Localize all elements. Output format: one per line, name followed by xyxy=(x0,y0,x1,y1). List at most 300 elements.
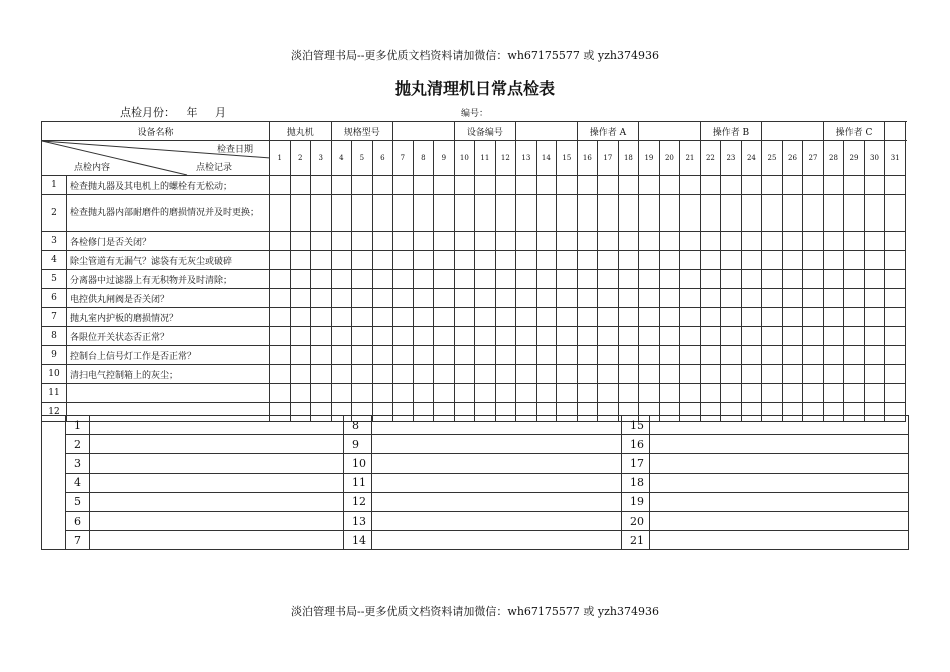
record-cell[interactable] xyxy=(536,195,557,232)
record-cell[interactable] xyxy=(844,232,865,251)
record-cell[interactable] xyxy=(352,251,373,270)
record-cell[interactable] xyxy=(639,270,660,289)
record-cell[interactable] xyxy=(413,195,434,232)
record-cell[interactable] xyxy=(495,289,516,308)
record-cell[interactable] xyxy=(741,176,762,195)
record-cell[interactable] xyxy=(680,384,701,403)
record-cell[interactable] xyxy=(413,270,434,289)
note-field[interactable] xyxy=(650,416,909,435)
record-cell[interactable] xyxy=(844,327,865,346)
record-cell[interactable] xyxy=(762,176,783,195)
record-cell[interactable] xyxy=(885,176,906,195)
record-cell[interactable] xyxy=(393,384,414,403)
record-cell[interactable] xyxy=(393,195,414,232)
record-cell[interactable] xyxy=(577,176,598,195)
record-cell[interactable] xyxy=(536,251,557,270)
record-cell[interactable] xyxy=(352,308,373,327)
record-cell[interactable] xyxy=(495,270,516,289)
record-cell[interactable] xyxy=(762,251,783,270)
record-cell[interactable] xyxy=(352,195,373,232)
record-cell[interactable] xyxy=(639,195,660,232)
record-cell[interactable] xyxy=(475,270,496,289)
record-cell[interactable] xyxy=(721,270,742,289)
device-no-value[interactable] xyxy=(516,122,578,141)
note-field[interactable] xyxy=(90,454,344,473)
record-cell[interactable] xyxy=(721,308,742,327)
record-cell[interactable] xyxy=(557,327,578,346)
record-cell[interactable] xyxy=(823,365,844,384)
record-cell[interactable] xyxy=(413,251,434,270)
record-cell[interactable] xyxy=(393,327,414,346)
record-cell[interactable] xyxy=(413,176,434,195)
record-cell[interactable] xyxy=(516,289,537,308)
record-cell[interactable] xyxy=(823,195,844,232)
record-cell[interactable] xyxy=(680,327,701,346)
record-cell[interactable] xyxy=(803,365,824,384)
record-cell[interactable] xyxy=(864,289,885,308)
record-cell[interactable] xyxy=(413,232,434,251)
record-cell[interactable] xyxy=(311,251,332,270)
record-cell[interactable] xyxy=(557,365,578,384)
record-cell[interactable] xyxy=(803,289,824,308)
record-cell[interactable] xyxy=(782,176,803,195)
record-cell[interactable] xyxy=(864,365,885,384)
record-cell[interactable] xyxy=(659,384,680,403)
record-cell[interactable] xyxy=(618,289,639,308)
record-cell[interactable] xyxy=(700,384,721,403)
record-cell[interactable] xyxy=(475,308,496,327)
record-cell[interactable] xyxy=(393,251,414,270)
record-cell[interactable] xyxy=(598,270,619,289)
record-cell[interactable] xyxy=(782,365,803,384)
record-cell[interactable] xyxy=(495,346,516,365)
record-cell[interactable] xyxy=(352,384,373,403)
record-cell[interactable] xyxy=(844,251,865,270)
record-cell[interactable] xyxy=(741,384,762,403)
record-cell[interactable] xyxy=(659,289,680,308)
record-cell[interactable] xyxy=(762,232,783,251)
record-cell[interactable] xyxy=(598,232,619,251)
record-cell[interactable] xyxy=(495,327,516,346)
record-cell[interactable] xyxy=(803,176,824,195)
record-cell[interactable] xyxy=(803,384,824,403)
record-cell[interactable] xyxy=(618,327,639,346)
record-cell[interactable] xyxy=(557,251,578,270)
record-cell[interactable] xyxy=(577,365,598,384)
record-cell[interactable] xyxy=(700,327,721,346)
record-cell[interactable] xyxy=(311,289,332,308)
record-cell[interactable] xyxy=(495,232,516,251)
record-cell[interactable] xyxy=(577,251,598,270)
record-cell[interactable] xyxy=(762,308,783,327)
record-cell[interactable] xyxy=(372,365,393,384)
record-cell[interactable] xyxy=(434,195,455,232)
record-cell[interactable] xyxy=(618,365,639,384)
note-field[interactable] xyxy=(650,531,909,550)
record-cell[interactable] xyxy=(434,327,455,346)
note-field[interactable] xyxy=(372,454,622,473)
record-cell[interactable] xyxy=(823,232,844,251)
record-cell[interactable] xyxy=(885,308,906,327)
record-cell[interactable] xyxy=(311,346,332,365)
record-cell[interactable] xyxy=(270,176,291,195)
record-cell[interactable] xyxy=(618,270,639,289)
record-cell[interactable] xyxy=(516,270,537,289)
record-cell[interactable] xyxy=(823,327,844,346)
record-cell[interactable] xyxy=(495,365,516,384)
record-cell[interactable] xyxy=(762,384,783,403)
record-cell[interactable] xyxy=(270,270,291,289)
record-cell[interactable] xyxy=(803,308,824,327)
record-cell[interactable] xyxy=(454,308,475,327)
record-cell[interactable] xyxy=(680,346,701,365)
record-cell[interactable] xyxy=(331,176,352,195)
record-cell[interactable] xyxy=(372,232,393,251)
record-cell[interactable] xyxy=(659,365,680,384)
record-cell[interactable] xyxy=(598,289,619,308)
record-cell[interactable] xyxy=(557,195,578,232)
record-cell[interactable] xyxy=(372,346,393,365)
record-cell[interactable] xyxy=(659,251,680,270)
record-cell[interactable] xyxy=(618,308,639,327)
record-cell[interactable] xyxy=(290,327,311,346)
record-cell[interactable] xyxy=(700,251,721,270)
record-cell[interactable] xyxy=(516,384,537,403)
record-cell[interactable] xyxy=(290,308,311,327)
record-cell[interactable] xyxy=(741,289,762,308)
record-cell[interactable] xyxy=(844,270,865,289)
record-cell[interactable] xyxy=(598,365,619,384)
record-cell[interactable] xyxy=(680,195,701,232)
record-cell[interactable] xyxy=(475,195,496,232)
record-cell[interactable] xyxy=(659,270,680,289)
record-cell[interactable] xyxy=(577,270,598,289)
record-cell[interactable] xyxy=(311,384,332,403)
record-cell[interactable] xyxy=(413,365,434,384)
record-cell[interactable] xyxy=(270,346,291,365)
record-cell[interactable] xyxy=(454,346,475,365)
record-cell[interactable] xyxy=(352,346,373,365)
record-cell[interactable] xyxy=(659,195,680,232)
record-cell[interactable] xyxy=(475,251,496,270)
record-cell[interactable] xyxy=(557,308,578,327)
record-cell[interactable] xyxy=(270,365,291,384)
record-cell[interactable] xyxy=(659,327,680,346)
record-cell[interactable] xyxy=(290,195,311,232)
record-cell[interactable] xyxy=(680,176,701,195)
record-cell[interactable] xyxy=(700,308,721,327)
note-field[interactable] xyxy=(372,531,622,550)
record-cell[interactable] xyxy=(393,365,414,384)
record-cell[interactable] xyxy=(782,384,803,403)
record-cell[interactable] xyxy=(598,251,619,270)
record-cell[interactable] xyxy=(721,289,742,308)
operator-b-value[interactable] xyxy=(762,122,824,141)
record-cell[interactable] xyxy=(618,176,639,195)
record-cell[interactable] xyxy=(741,365,762,384)
record-cell[interactable] xyxy=(885,195,906,232)
record-cell[interactable] xyxy=(782,270,803,289)
record-cell[interactable] xyxy=(393,270,414,289)
record-cell[interactable] xyxy=(782,195,803,232)
record-cell[interactable] xyxy=(393,346,414,365)
record-cell[interactable] xyxy=(454,327,475,346)
record-cell[interactable] xyxy=(331,251,352,270)
record-cell[interactable] xyxy=(598,195,619,232)
note-field[interactable] xyxy=(372,473,622,492)
note-field[interactable] xyxy=(650,435,909,454)
record-cell[interactable] xyxy=(844,365,865,384)
record-cell[interactable] xyxy=(782,308,803,327)
record-cell[interactable] xyxy=(536,176,557,195)
record-cell[interactable] xyxy=(659,176,680,195)
record-cell[interactable] xyxy=(864,232,885,251)
record-cell[interactable] xyxy=(475,176,496,195)
record-cell[interactable] xyxy=(721,384,742,403)
record-cell[interactable] xyxy=(639,346,660,365)
record-cell[interactable] xyxy=(885,251,906,270)
record-cell[interactable] xyxy=(311,195,332,232)
record-cell[interactable] xyxy=(803,251,824,270)
record-cell[interactable] xyxy=(331,195,352,232)
record-cell[interactable] xyxy=(803,327,824,346)
record-cell[interactable] xyxy=(680,365,701,384)
record-cell[interactable] xyxy=(290,176,311,195)
record-cell[interactable] xyxy=(782,289,803,308)
record-cell[interactable] xyxy=(516,308,537,327)
record-cell[interactable] xyxy=(700,176,721,195)
record-cell[interactable] xyxy=(557,270,578,289)
record-cell[interactable] xyxy=(885,270,906,289)
record-cell[interactable] xyxy=(352,176,373,195)
device-name-value[interactable]: 抛丸机 xyxy=(270,122,332,141)
record-cell[interactable] xyxy=(864,384,885,403)
record-cell[interactable] xyxy=(557,289,578,308)
record-cell[interactable] xyxy=(659,232,680,251)
record-cell[interactable] xyxy=(475,327,496,346)
note-field[interactable] xyxy=(650,454,909,473)
record-cell[interactable] xyxy=(577,327,598,346)
note-field[interactable] xyxy=(90,511,344,530)
record-cell[interactable] xyxy=(639,232,660,251)
record-cell[interactable] xyxy=(844,308,865,327)
record-cell[interactable] xyxy=(782,346,803,365)
record-cell[interactable] xyxy=(700,195,721,232)
record-cell[interactable] xyxy=(290,270,311,289)
record-cell[interactable] xyxy=(270,195,291,232)
record-cell[interactable] xyxy=(475,365,496,384)
record-cell[interactable] xyxy=(475,346,496,365)
record-cell[interactable] xyxy=(823,308,844,327)
record-cell[interactable] xyxy=(331,270,352,289)
record-cell[interactable] xyxy=(393,176,414,195)
record-cell[interactable] xyxy=(639,289,660,308)
record-cell[interactable] xyxy=(372,308,393,327)
note-field[interactable] xyxy=(90,531,344,550)
record-cell[interactable] xyxy=(639,327,660,346)
record-cell[interactable] xyxy=(782,327,803,346)
record-cell[interactable] xyxy=(823,384,844,403)
record-cell[interactable] xyxy=(639,365,660,384)
record-cell[interactable] xyxy=(803,346,824,365)
record-cell[interactable] xyxy=(413,308,434,327)
record-cell[interactable] xyxy=(823,251,844,270)
record-cell[interactable] xyxy=(290,289,311,308)
record-cell[interactable] xyxy=(700,346,721,365)
record-cell[interactable] xyxy=(372,270,393,289)
record-cell[interactable] xyxy=(536,327,557,346)
record-cell[interactable] xyxy=(495,384,516,403)
record-cell[interactable] xyxy=(659,346,680,365)
record-cell[interactable] xyxy=(885,365,906,384)
record-cell[interactable] xyxy=(823,176,844,195)
record-cell[interactable] xyxy=(311,308,332,327)
record-cell[interactable] xyxy=(331,365,352,384)
record-cell[interactable] xyxy=(434,365,455,384)
record-cell[interactable] xyxy=(762,195,783,232)
record-cell[interactable] xyxy=(700,270,721,289)
record-cell[interactable] xyxy=(516,251,537,270)
record-cell[interactable] xyxy=(618,232,639,251)
record-cell[interactable] xyxy=(557,232,578,251)
record-cell[interactable] xyxy=(577,308,598,327)
record-cell[interactable] xyxy=(536,346,557,365)
record-cell[interactable] xyxy=(372,176,393,195)
record-cell[interactable] xyxy=(598,384,619,403)
record-cell[interactable] xyxy=(516,232,537,251)
record-cell[interactable] xyxy=(680,232,701,251)
record-cell[interactable] xyxy=(557,346,578,365)
record-cell[interactable] xyxy=(536,308,557,327)
record-cell[interactable] xyxy=(721,365,742,384)
record-cell[interactable] xyxy=(331,232,352,251)
record-cell[interactable] xyxy=(864,176,885,195)
record-cell[interactable] xyxy=(577,195,598,232)
record-cell[interactable] xyxy=(659,308,680,327)
record-cell[interactable] xyxy=(454,176,475,195)
record-cell[interactable] xyxy=(475,384,496,403)
record-cell[interactable] xyxy=(762,327,783,346)
record-cell[interactable] xyxy=(680,289,701,308)
record-cell[interactable] xyxy=(372,327,393,346)
record-cell[interactable] xyxy=(864,195,885,232)
record-cell[interactable] xyxy=(290,251,311,270)
record-cell[interactable] xyxy=(536,289,557,308)
record-cell[interactable] xyxy=(721,176,742,195)
record-cell[interactable] xyxy=(721,232,742,251)
record-cell[interactable] xyxy=(311,176,332,195)
record-cell[interactable] xyxy=(516,195,537,232)
record-cell[interactable] xyxy=(741,251,762,270)
record-cell[interactable] xyxy=(844,346,865,365)
record-cell[interactable] xyxy=(864,308,885,327)
record-cell[interactable] xyxy=(434,289,455,308)
record-cell[interactable] xyxy=(598,176,619,195)
record-cell[interactable] xyxy=(844,384,865,403)
record-cell[interactable] xyxy=(331,289,352,308)
record-cell[interactable] xyxy=(557,176,578,195)
note-field[interactable] xyxy=(650,492,909,511)
record-cell[interactable] xyxy=(393,289,414,308)
record-cell[interactable] xyxy=(413,327,434,346)
record-cell[interactable] xyxy=(434,346,455,365)
record-cell[interactable] xyxy=(270,251,291,270)
record-cell[interactable] xyxy=(885,384,906,403)
record-cell[interactable] xyxy=(311,327,332,346)
record-cell[interactable] xyxy=(413,384,434,403)
note-field[interactable] xyxy=(372,435,622,454)
record-cell[interactable] xyxy=(495,308,516,327)
record-cell[interactable] xyxy=(352,289,373,308)
record-cell[interactable] xyxy=(639,176,660,195)
record-cell[interactable] xyxy=(413,289,434,308)
record-cell[interactable] xyxy=(864,270,885,289)
record-cell[interactable] xyxy=(454,251,475,270)
note-field[interactable] xyxy=(372,416,622,435)
record-cell[interactable] xyxy=(352,365,373,384)
record-cell[interactable] xyxy=(618,346,639,365)
record-cell[interactable] xyxy=(434,176,455,195)
record-cell[interactable] xyxy=(434,384,455,403)
record-cell[interactable] xyxy=(598,327,619,346)
record-cell[interactable] xyxy=(782,232,803,251)
record-cell[interactable] xyxy=(803,270,824,289)
record-cell[interactable] xyxy=(741,346,762,365)
record-cell[interactable] xyxy=(885,327,906,346)
record-cell[interactable] xyxy=(680,251,701,270)
record-cell[interactable] xyxy=(680,308,701,327)
record-cell[interactable] xyxy=(413,346,434,365)
note-field[interactable] xyxy=(90,492,344,511)
note-field[interactable] xyxy=(650,473,909,492)
record-cell[interactable] xyxy=(311,232,332,251)
record-cell[interactable] xyxy=(270,232,291,251)
record-cell[interactable] xyxy=(700,232,721,251)
record-cell[interactable] xyxy=(270,289,291,308)
record-cell[interactable] xyxy=(434,308,455,327)
record-cell[interactable] xyxy=(311,365,332,384)
note-field[interactable] xyxy=(650,511,909,530)
record-cell[interactable] xyxy=(639,251,660,270)
record-cell[interactable] xyxy=(885,289,906,308)
record-cell[interactable] xyxy=(454,289,475,308)
record-cell[interactable] xyxy=(639,308,660,327)
record-cell[interactable] xyxy=(475,232,496,251)
record-cell[interactable] xyxy=(270,327,291,346)
record-cell[interactable] xyxy=(290,384,311,403)
record-cell[interactable] xyxy=(331,346,352,365)
record-cell[interactable] xyxy=(741,327,762,346)
record-cell[interactable] xyxy=(536,270,557,289)
operator-a-value[interactable] xyxy=(639,122,701,141)
record-cell[interactable] xyxy=(864,327,885,346)
record-cell[interactable] xyxy=(680,270,701,289)
record-cell[interactable] xyxy=(741,195,762,232)
record-cell[interactable] xyxy=(700,365,721,384)
record-cell[interactable] xyxy=(270,384,291,403)
record-cell[interactable] xyxy=(516,346,537,365)
record-cell[interactable] xyxy=(823,289,844,308)
record-cell[interactable] xyxy=(864,346,885,365)
record-cell[interactable] xyxy=(352,232,373,251)
record-cell[interactable] xyxy=(516,365,537,384)
record-cell[interactable] xyxy=(741,308,762,327)
operator-c-value[interactable] xyxy=(885,122,906,141)
record-cell[interactable] xyxy=(393,232,414,251)
record-cell[interactable] xyxy=(454,384,475,403)
record-cell[interactable] xyxy=(516,176,537,195)
record-cell[interactable] xyxy=(372,384,393,403)
